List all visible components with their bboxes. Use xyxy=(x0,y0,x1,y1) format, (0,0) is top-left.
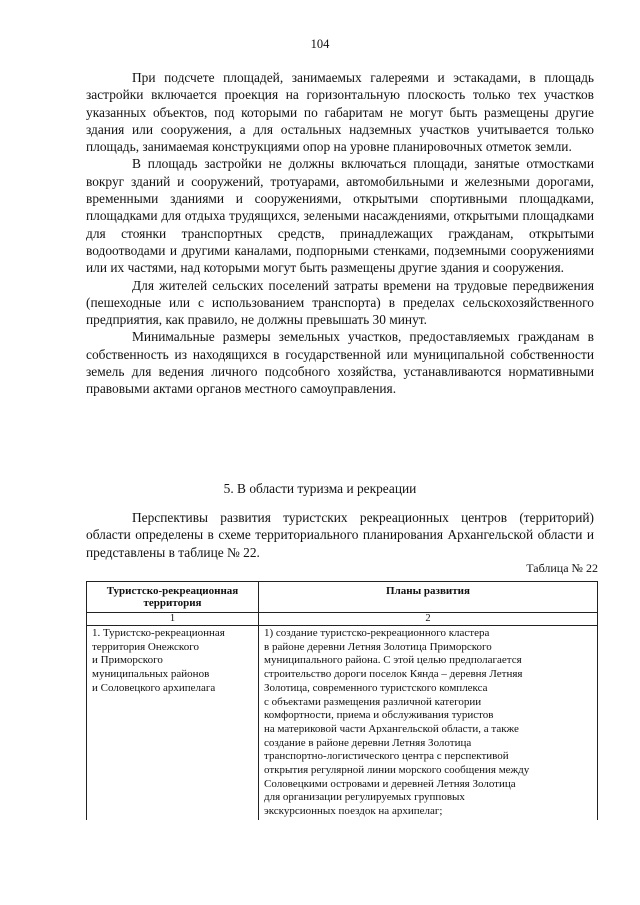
table-caption: Таблица № 22 xyxy=(526,561,598,575)
column-number-2: 2 xyxy=(259,613,598,626)
column-number-row xyxy=(87,613,598,626)
territory-line: территория Онежского xyxy=(92,640,199,653)
plans-line: открытия регулярной линии морского сообщения между xyxy=(264,764,530,777)
plans-line: 1) создание туристско-рекреационного кластера xyxy=(264,627,490,639)
territory-line: и Приморского xyxy=(92,654,163,667)
plans-line: с объектами размещения различной категории xyxy=(264,695,482,708)
paragraph-gallery-area: При подсчете площадей, занимаемых галереями и эстакадами, в площадь застройки включается проекция на горизонтальную плоскость только тех участков указанных объектов, под которыми по габаритам не могут быть размещены другие здания или сооружения, а для остальных надземных участков учитывается только площадь, занимаемая конструкциями опор на уровне планировочных отметок земли. xyxy=(86,70,594,155)
plans-line: комфортности, приема и обслуживания туристов xyxy=(264,709,494,722)
territory-line: муниципальных районов xyxy=(92,668,210,681)
paragraph-tourism-intro: Перспективы развития туристских рекреационных центров (территорий) области определены в схеме территориального планирования Архангельской области и представлены в таблице № 22. xyxy=(86,510,594,560)
body-text xyxy=(86,69,594,398)
paragraph-land-plots: Минимальные размеры земельных участков, предоставляемых гражданам в собственность из находящихся в государственной или муниципальной собственности земель для ведения личного подсобного хозяйства, устанавливаются нормативными правовыми актами органов местного самоуправления. xyxy=(86,329,594,397)
plans-line: Золотица, современного туристского комплекса xyxy=(264,681,488,694)
plans-line: Соловецкими островами и деревней Летняя Золотица xyxy=(264,777,516,790)
table-row xyxy=(87,626,598,820)
plans-line: для организации регулируемых групповых xyxy=(264,791,465,804)
plans-line: экскурсионных поездок на архипелаг; xyxy=(264,805,443,818)
paragraph-excluded-areas: В площадь застройки не должны включаться площади, занятые отмостками вокруг зданий и сооружений, тротуарами, автомобильными и железными дорогами, временными зданиями и сооружениями, открытыми спортивными площадками, площадками для отдыха трудящихся, зелеными насаждениями, открытыми площадками для стоянки транспортных средств, принадлежащих гражданам, открытыми водоотводами и другими каналами, подпорными стенками, подземными сооружениями или их частями, над которыми могут быть размещены другие здания и сооружения. xyxy=(86,156,594,276)
cell-plans xyxy=(259,626,598,820)
plans-line: на материковой части Архангельской области, а также xyxy=(264,722,519,735)
header-territory: Туристско-рекреационная территория xyxy=(87,582,259,613)
section-heading: 5. В области туризма и рекреации xyxy=(223,481,417,496)
plans-line: создание в районе деревни Летняя Золотица xyxy=(264,736,472,749)
intro-text xyxy=(86,509,594,561)
column-number-1: 1 xyxy=(87,613,259,626)
cell-territory xyxy=(87,626,259,820)
development-plans-table xyxy=(86,581,598,820)
plans-line: муниципального района. С этой целью предполагается xyxy=(264,654,522,667)
plans-line: в районе деревни Летняя Золотица Приморского xyxy=(264,640,492,653)
table-header-row xyxy=(87,582,598,613)
territory-line: и Соловецкого архипелага xyxy=(92,681,216,694)
plans-line: строительство дороги поселок Кянда – деревня Летняя xyxy=(264,668,523,681)
page-number: 104 xyxy=(310,37,330,51)
header-plans: Планы развития xyxy=(259,582,598,613)
paragraph-travel-time: Для жителей сельских поселений затраты времени на трудовые передвижения (пешеходные или с использованием транспорта) в пределах сельскохозяйственного предприятия, как правило, не должны превышать 30 минут. xyxy=(86,277,594,328)
plans-line: транспортно-логистического центра с перспективой xyxy=(264,750,509,763)
territory-line: 1. Туристско-рекреационная xyxy=(92,627,225,639)
